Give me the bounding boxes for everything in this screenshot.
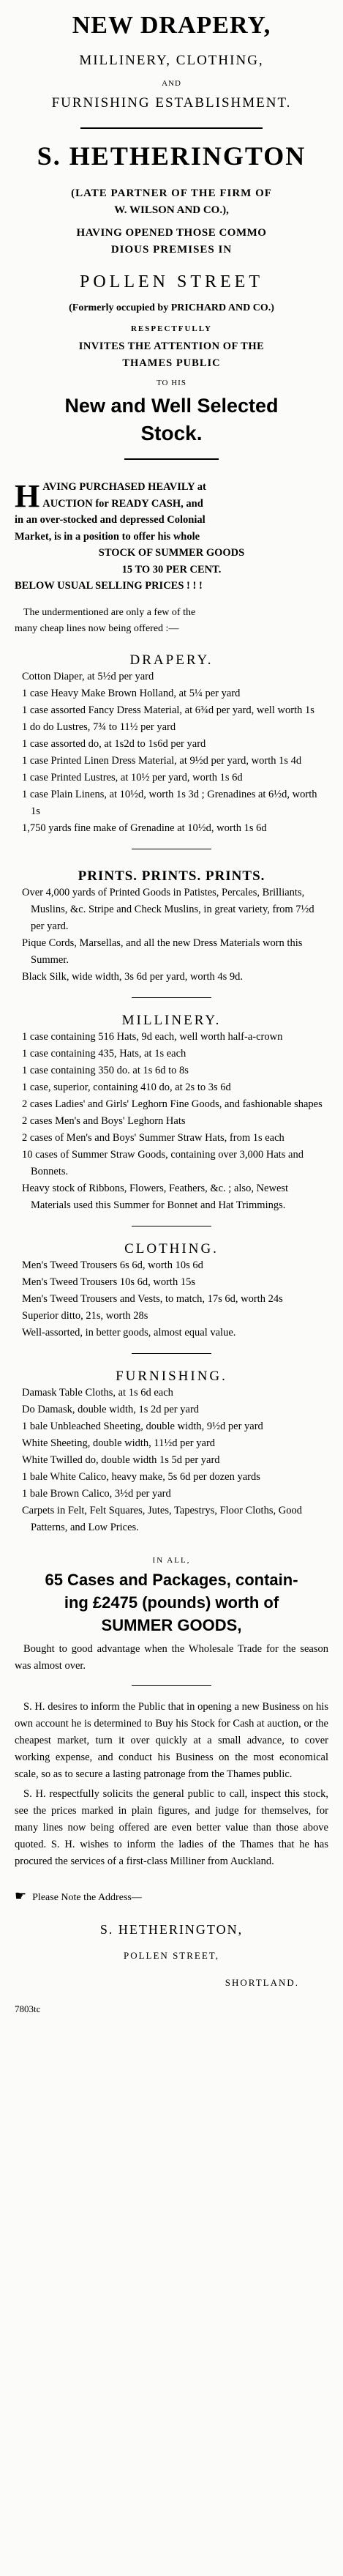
info-paragraph: S. H. desires to inform the Public that in opening a new Business on his own account he is determined to Buy his Stock for Cash at auction, or the cheapest market, turn it over quickly at a small advance, to cover working expense, and conduct his Business on the most economical scale, so as to secure a lasting patronage from the Thames public.	[15, 1701, 328, 1780]
list-item: 1 bale White Calico, heavy make, 5s 6d per dozen yards	[22, 1470, 260, 1483]
having-opened-line: HAVING OPENED THOSE COMMO	[76, 227, 267, 239]
clothing-list	[15, 1257, 328, 1341]
list-item: 1 do do Lustres, 7¾ to 11½ per yard	[22, 721, 176, 733]
late-partner-line: (LATE PARTNER OF THE FIRM OF	[71, 187, 272, 199]
list-item: White Sheeting, double width, 11½d per yard	[22, 1437, 216, 1449]
list-item: Pique Cords, Marsellas, and all the new Dress Materials worn this Summer.	[22, 937, 303, 966]
undermentioned-block	[15, 605, 328, 638]
list-item: 1 case Heavy Make Brown Holland, at 5¼ per yard	[22, 687, 241, 699]
list-item: 1,750 yards fine make of Grenadine at 10½d, worth 1s 6d	[22, 822, 267, 834]
formerly-line: (Formerly occupied by PRICHARD AND CO.)	[69, 302, 274, 313]
drapery-list	[15, 669, 328, 837]
undermentioned-line: The undermentioned are only a few of the	[23, 606, 196, 618]
list-item: Superior ditto, 21s, worth 28s	[22, 1309, 148, 1322]
divider-rule	[80, 127, 263, 129]
headline-title: NEW DRAPERY,	[72, 12, 271, 39]
section-heading-furnishing: FURNISHING.	[116, 1368, 227, 1384]
list-item: 1 case assorted Fancy Dress Material, at 6¾d per yard, well worth 1s	[22, 704, 314, 716]
undermentioned-line: many cheap lines now being offered :—	[15, 623, 179, 634]
list-item: Men's Tweed Trousers 10s 6d, worth 15s	[22, 1276, 195, 1288]
section-heading-clothing: CLOTHING.	[124, 1240, 219, 1257]
section-separator	[132, 997, 211, 998]
list-item: 1 case assorted do, at 1s2d to 1s6d per yard	[22, 737, 206, 750]
list-item: 1 case, superior, containing 410 do, at 2s to 3s 6d	[22, 1081, 231, 1093]
list-item: Damask Table Cloths, at 1s 6d each	[22, 1386, 173, 1399]
summary-line: ing £2475 (pounds) worth of	[64, 1593, 279, 1612]
new-well-selected-line: New and Well Selected	[64, 395, 279, 417]
thames-public-line: THAMES PUBLIC	[122, 357, 221, 369]
invites-line: INVITES THE ATTENTION OF THE	[78, 340, 265, 352]
list-item: White Twilled do, double width 1s 5d per yard	[22, 1453, 220, 1466]
section-heading-drapery: DRAPERY.	[129, 652, 214, 668]
pollen-street-line: POLLEN STREET	[80, 272, 263, 291]
millinery-list	[15, 1029, 328, 1214]
list-item: Black Silk, wide width, 3s 6d per yard, worth 4s 9d.	[22, 970, 244, 983]
firm-line: W. WILSON AND CO.),	[114, 204, 229, 216]
please-note-text: Please Note the Address—	[32, 1892, 142, 1903]
intro-line: Market, is in a position to offer his whole	[15, 530, 200, 543]
bought-paragraph: Bought to good advantage when the Wholesale Trade for the season was almost over.	[15, 1643, 328, 1672]
section-separator	[132, 1353, 211, 1354]
in-all-label: IN ALL,	[152, 1555, 191, 1565]
section-separator	[132, 1685, 211, 1686]
footer-name: S. HETHERINGTON,	[99, 1921, 244, 1937]
footer-town: SHORTLAND.	[225, 1976, 299, 1988]
list-item: 1 case Printed Linen Dress Material, at 9½d per yard, worth 1s 4d	[22, 754, 302, 767]
list-item: 1 case containing 516 Hats, 9d each, well worth half-a-crown	[22, 1030, 283, 1043]
intro-block	[15, 479, 328, 595]
list-item: Well-assorted, in better goods, almost equal value.	[22, 1326, 236, 1339]
intro-line: BELOW USUAL SELLING PRICES ! ! !	[15, 580, 203, 592]
summary-line: SUMMER GOODS,	[101, 1616, 242, 1634]
headline-line3: FURNISHING ESTABLISHMENT.	[51, 95, 292, 111]
summary-line: 65 Cases and Packages, contain-	[45, 1571, 298, 1589]
please-note-line	[15, 1888, 328, 1907]
list-item: 1 bale Brown Calico, 3½d per yard	[22, 1487, 171, 1500]
to-his-line: TO HIS	[157, 379, 186, 387]
furnishing-list	[15, 1385, 328, 1536]
list-item: Men's Tweed Trousers 6s 6d, worth 10s 6d	[22, 1259, 203, 1271]
info-paragraph: S. H. respectfully solicits the general public to call, inspect this stock, see the prices marked in plain figures, and judge for themselves, for many lines now being offered are even better value than those above quoted. S. H. wishes to inform the ladies of the Thames that he has procured the services of a first-class Milliner from Auckland.	[15, 1788, 328, 1867]
headline-and: AND	[162, 79, 181, 88]
divider-rule-short	[124, 458, 219, 460]
section-heading-millinery: MILLINERY.	[121, 1012, 222, 1028]
intro-line: AUCTION for READY CASH, and	[42, 497, 203, 510]
respectfully-line: RESPECTFULLY	[130, 324, 212, 333]
headline-line2: MILLINERY, CLOTHING,	[79, 53, 264, 68]
list-item: Do Damask, double width, 1s 2d per yard	[22, 1403, 200, 1415]
intro-line: STOCK OF SUMMER GOODS	[98, 547, 245, 559]
list-item: 2 cases of Men's and Boys' Summer Straw Hats, from 1s each	[22, 1131, 284, 1144]
prints-list	[15, 885, 328, 986]
list-item: 1 case containing 350 do. at 1s 6d to 8s	[22, 1064, 189, 1076]
intro-line: 15 TO 30 PER CENT.	[121, 563, 222, 576]
pointing-hand-icon: ☛	[15, 1888, 27, 1903]
list-item: 1 case Printed Lustres, at 10½ per yard, worth 1s 6d	[22, 771, 243, 783]
reference-code: 7803tc	[15, 2003, 41, 2014]
stock-line: Stock.	[140, 422, 203, 444]
list-item: Over 4,000 yards of Printed Goods in Patistes, Percales, Brilliants, Muslins, &c. Stripe and Check Muslins, in great variety, from 7½d per yard.	[22, 886, 314, 932]
list-item: 10 cases of Summer Straw Goods, containing over 3,000 Hats and Bonnets.	[22, 1148, 304, 1177]
drop-cap: H	[15, 478, 40, 514]
list-item: 1 case Plain Linens, at 10½d, worth 1s 3d ; Grenadines at 6½d, worth 1s	[22, 788, 317, 817]
list-item: 1 case containing 435, Hats, at 1s each	[22, 1047, 186, 1060]
list-item: Cotton Diaper, at 5½d per yard	[22, 670, 154, 682]
section-heading-prints: PRINTS. PRINTS. PRINTS.	[78, 868, 265, 884]
premises-line: DIOUS PREMISES IN	[110, 244, 233, 256]
list-item: 1 bale Unbleached Sheeting, double width, 9½d per yard	[22, 1420, 263, 1432]
footer-street: POLLEN STREET,	[123, 1950, 220, 1961]
list-item: Heavy stock of Ribbons, Flowers, Feathers, &c. ; also, Newest Materials used this Summer for Bonnet and Hat Trimmings.	[22, 1182, 289, 1211]
intro-line: AVING PURCHASED HEAVILY at	[42, 481, 206, 493]
list-item: Men's Tweed Trousers and Vests, to match, 17s 6d, worth 24s	[22, 1292, 283, 1305]
intro-line: in an over-stocked and depressed Colonial	[15, 514, 206, 526]
list-item: 2 cases Ladies' and Girls' Leghorn Fine Goods, and fashionable shapes	[22, 1098, 323, 1110]
list-item: 2 cases Men's and Boys' Leghorn Hats	[22, 1114, 186, 1127]
proprietor-name: S. HETHERINGTON	[37, 141, 306, 171]
list-item: Carpets in Felt, Felt Squares, Jutes, Tapestrys, Floor Cloths, Good Patterns, and Low Prices.	[22, 1504, 302, 1533]
